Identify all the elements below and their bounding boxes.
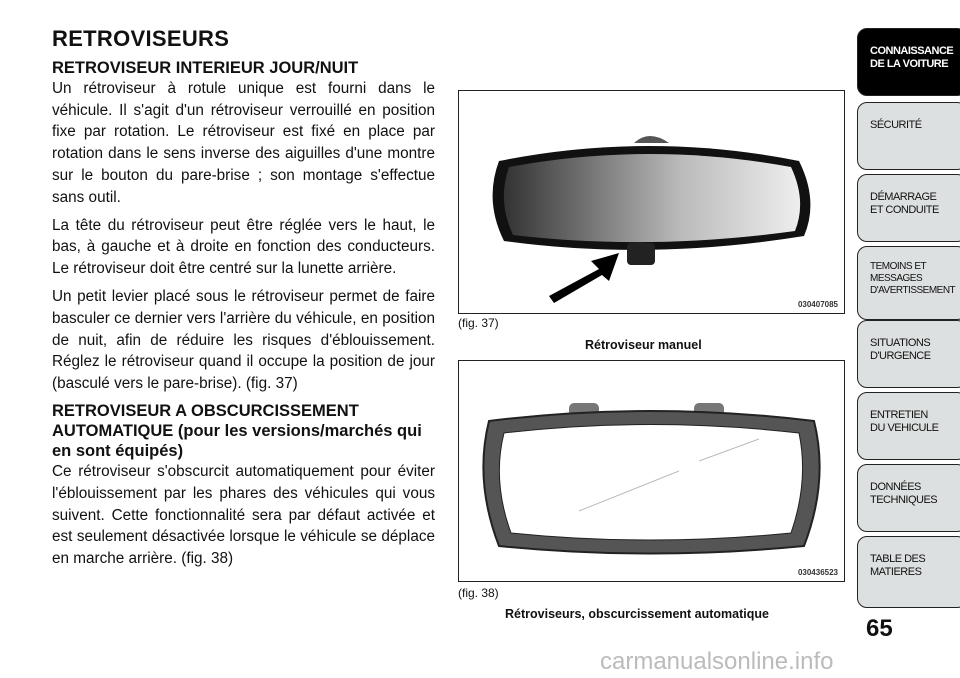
paragraph: Un rétroviseur à rotule unique est fourni dans le véhicule. Il s'agit d'un rétroviseur verrouillé en position fixe par rotation. Le rétroviseur est fixé en place par rotation dans le sens inverse des aiguilles d'une montre sur le bouton du pare-brise ; son montage s'effectue sans outil. <box>52 79 435 206</box>
paragraph: La tête du rétroviseur peut être réglée vers le haut, le bas, à gauche et à droite en fonction des conducteurs. Le rétroviseur doit être centré sur la lunette arrière. <box>52 216 435 278</box>
figure-caption: Rétroviseur manuel <box>585 338 702 352</box>
tab-demarrage[interactable]: DÉMARRAGE ET CONDUITE <box>857 174 960 242</box>
section-heading: RETROVISEUR A OBSCURCISSEMENT AUTOMATIQUE (pour les versions/marchés qui en sont équipés) <box>52 401 422 460</box>
tab-donnees[interactable]: DONNÉES TECHNIQUES <box>857 464 960 532</box>
figure-38 <box>458 360 845 582</box>
watermark: carmanualsonline.info <box>600 648 834 675</box>
tab-connaissance[interactable]: CONNAISSANCE DE LA VOITURE <box>857 28 960 96</box>
page-number: 65 <box>866 615 893 642</box>
figure-caption: Rétroviseurs, obscurcissement automatique <box>505 607 769 621</box>
text-column <box>52 28 435 576</box>
figure-37 <box>458 90 845 314</box>
figure-code: 030407085 <box>797 300 838 309</box>
tab-temoins[interactable]: TEMOINS ET MESSAGES D'AVERTISSEMENT <box>857 246 960 320</box>
section-heading: RETROVISEUR INTERIEUR JOUR/NUIT <box>52 58 359 77</box>
tab-entretien[interactable]: ENTRETIEN DU VEHICULE <box>857 392 960 460</box>
figure-label: (fig. 38) <box>458 586 499 600</box>
paragraph: Ce rétroviseur s'obscurcit automatiquement pour éviter l'éblouissement par les phares des véhicules qui vous suivent. Cette fonctionnalité sera par défaut activée et est seulement désactivée lorsque le véhicule se déplace en marche arrière. (fig. 38) <box>52 462 435 568</box>
figure-code: 030436523 <box>797 568 838 577</box>
figure-label: (fig. 37) <box>458 316 499 330</box>
page-title: RETROVISEURS <box>52 26 230 51</box>
tab-situations[interactable]: SITUATIONS D'URGENCE <box>857 320 960 388</box>
manual-mirror-illustration <box>459 91 844 313</box>
paragraph: Un petit levier placé sous le rétroviseur permet de faire basculer ce dernier vers l'arrière du véhicule, en position de nuit, afin de réduire les risques d'éblouissement. Réglez le rétroviseur quand il occupe la position de jour (basculé vers le pare-brise). (fig. 37) <box>52 287 435 393</box>
auto-dimming-mirror-illustration <box>459 361 844 581</box>
tab-securite[interactable]: SÉCURITÉ <box>857 102 960 170</box>
tab-table-des-matieres[interactable]: TABLE DES MATIERES <box>857 536 960 608</box>
